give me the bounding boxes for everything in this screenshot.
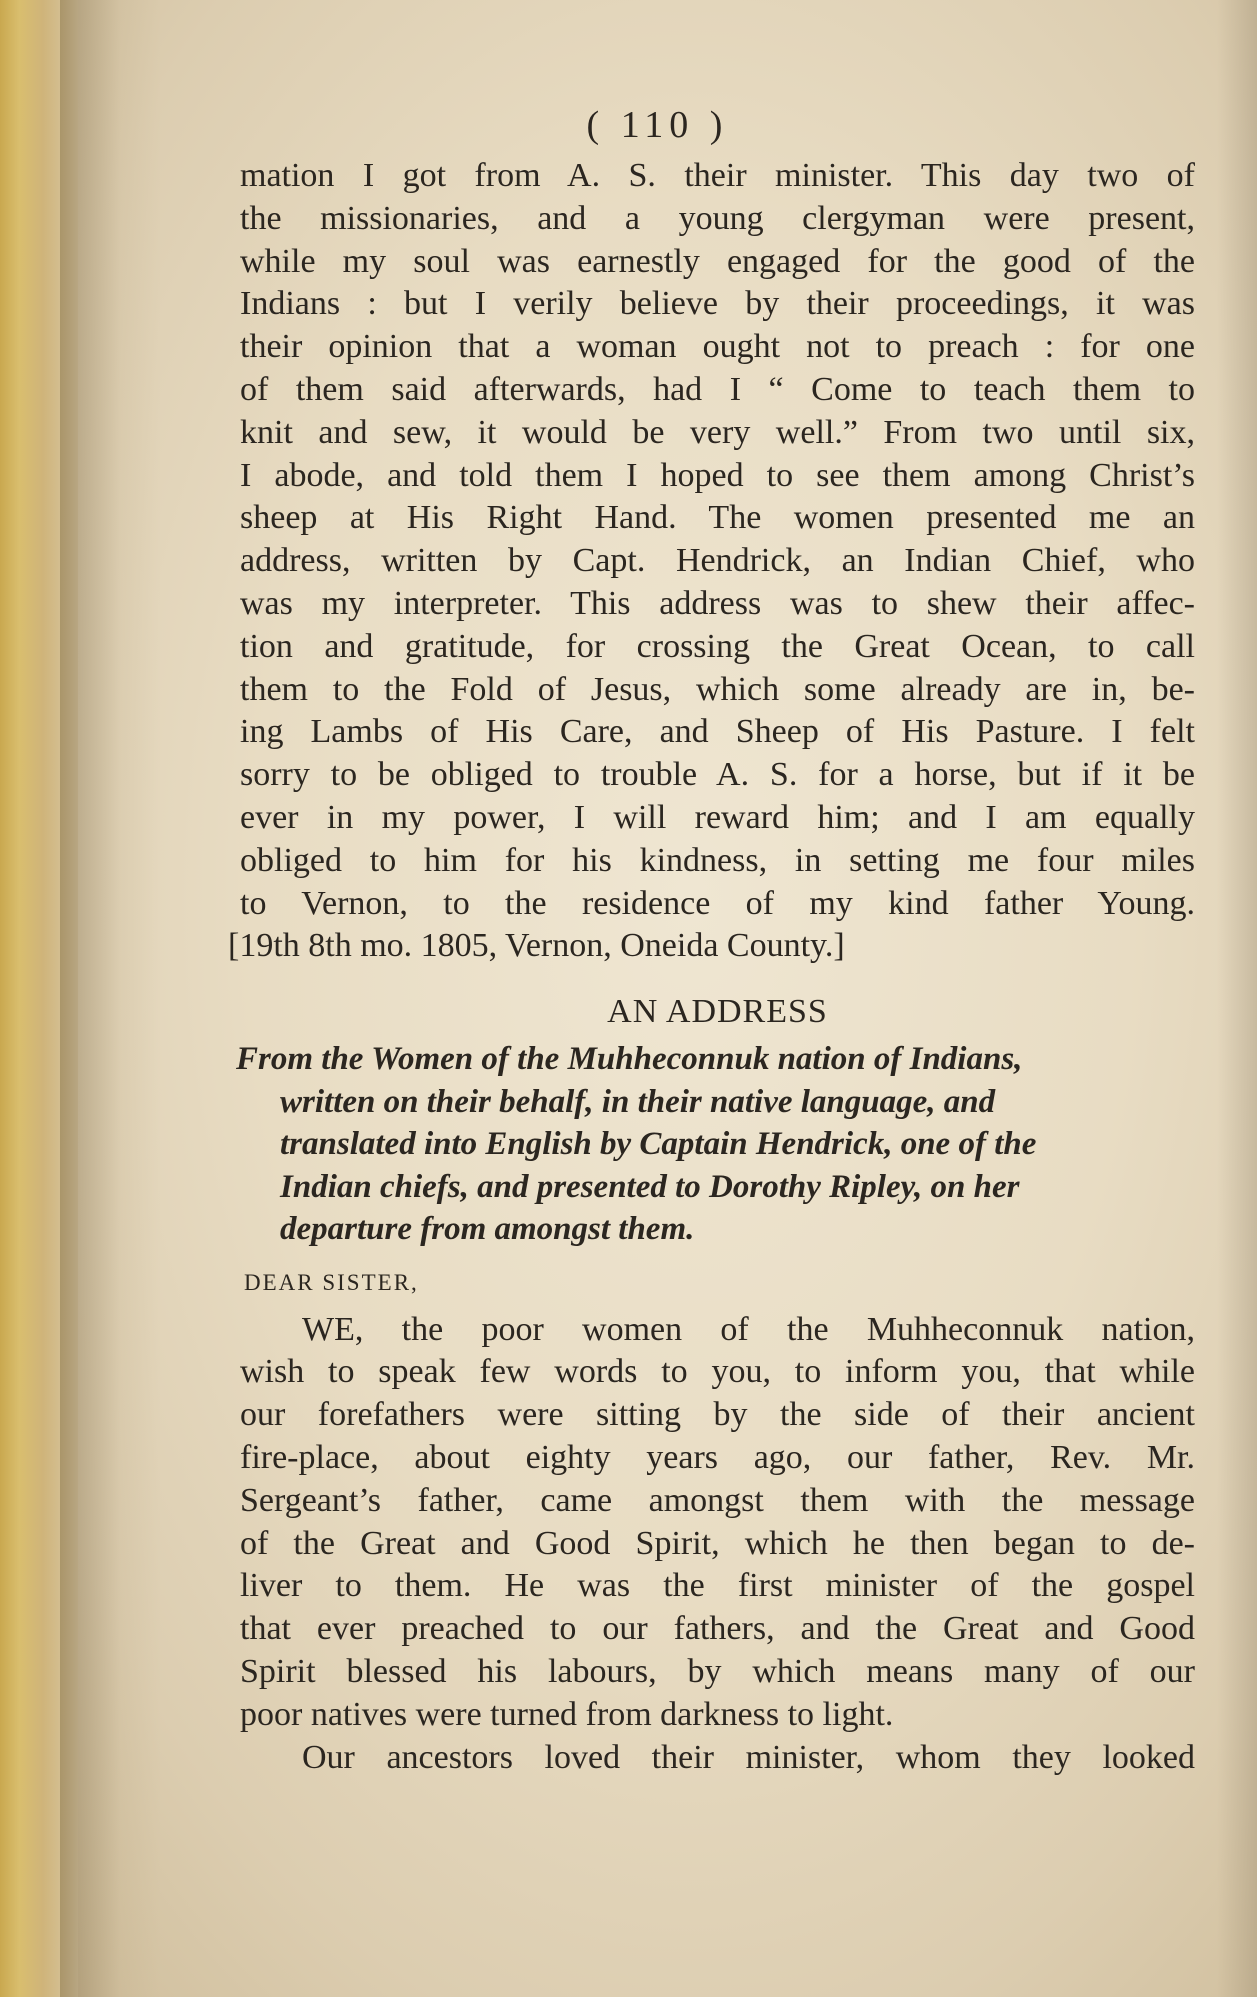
text-line: was my interpreter. This address was to shew their affec- — [240, 584, 1195, 622]
text-line: them to the Fold of Jesus, which some already are in, be- — [240, 670, 1195, 708]
page-number: ( 110 ) — [586, 104, 729, 146]
text-line: Our ancestors loved their minister, whom they looked — [302, 1738, 1195, 1776]
salutation: DEAR SISTER, — [244, 1269, 419, 1295]
text-line: mation I got from A. S. their minister. This day two of — [240, 157, 1195, 194]
text-line: the missionaries, and a young clergyman were present, — [240, 199, 1195, 237]
text-line: address, written by Capt. Hendrick, an Indian Chief, who — [240, 542, 1195, 580]
text-line: Sergeant’s father, came amongst them with the message — [240, 1481, 1195, 1519]
text-line: WE, the poor women of the Muhheconnuk nation, — [302, 1310, 1195, 1348]
page-text — [228, 95, 1195, 1779]
page-edge-shadow — [1217, 0, 1257, 1997]
text-line: I abode, and told them I hoped to see them among Christ’s — [240, 456, 1195, 494]
text-line: to Vernon, to the residence of my kind father Young. — [240, 884, 1195, 922]
subtitle-line: translated into English by Captain Hendrick, one of the — [280, 1126, 1037, 1163]
text-line: poor natives were turned from darkness to light. — [240, 1695, 894, 1733]
paragraph-1 — [228, 155, 1195, 968]
text-line: fire-place, about eighty years ago, our father, Rev. Mr. — [240, 1439, 1195, 1477]
text-line: our forefathers were sitting by the side of their ancient — [240, 1396, 1195, 1434]
subtitle-line: Indian chiefs, and presented to Dorothy Ripley, on her — [280, 1168, 1020, 1205]
text-line: ever in my power, I will reward him; and I am equally — [240, 798, 1195, 836]
text-line: sheep at His Right Hand. The women presented me an — [240, 499, 1195, 537]
text-line: liver to them. He was the first minister of the gospel — [240, 1567, 1195, 1605]
text-line: sorry to be obliged to trouble A. S. for a horse, but if it be — [240, 756, 1195, 794]
text-line: knit and sew, it would be very well.” From two until six, — [240, 413, 1195, 451]
address-subtitle — [236, 1038, 1195, 1251]
text-line: wish to speak few words to you, to inform you, that while — [240, 1353, 1195, 1391]
text-line: that ever preached to our fathers, and the Great and Good — [240, 1610, 1195, 1648]
text-line: Spirit blessed his labours, by which means many of our — [240, 1653, 1195, 1691]
subtitle-line: departure from amongst them. — [280, 1211, 695, 1248]
dateline: [19th 8th mo. 1805, Vernon, Oneida County.] — [228, 927, 845, 965]
gutter-shadow — [60, 0, 160, 1997]
subtitle-line: From the Women of the Muhheconnuk nation of Indians, — [236, 1041, 1023, 1078]
text-line: while my soul was earnestly engaged for the good of the — [240, 242, 1195, 280]
text-line: tion and gratitude, for crossing the Great Ocean, to call — [240, 627, 1195, 665]
text-line: obliged to him for his kindness, in setting me four miles — [240, 841, 1195, 879]
text-line: ing Lambs of His Care, and Sheep of His Pasture. I felt — [240, 713, 1195, 751]
text-line: their opinion that a woman ought not to preach : for one — [240, 328, 1195, 366]
text-line: of them said afterwards, had I “ Come to teach them to — [240, 370, 1195, 408]
paragraph-3 — [240, 1737, 1195, 1780]
text-line: Indians : but I verily believe by their proceedings, it was — [240, 285, 1195, 323]
paragraph-2 — [240, 1309, 1195, 1737]
address-heading: AN ADDRESS — [607, 993, 828, 1031]
subtitle-line: written on their behalf, in their native language, and — [280, 1083, 996, 1120]
text-line: of the Great and Good Spirit, which he then began to de- — [240, 1524, 1195, 1562]
